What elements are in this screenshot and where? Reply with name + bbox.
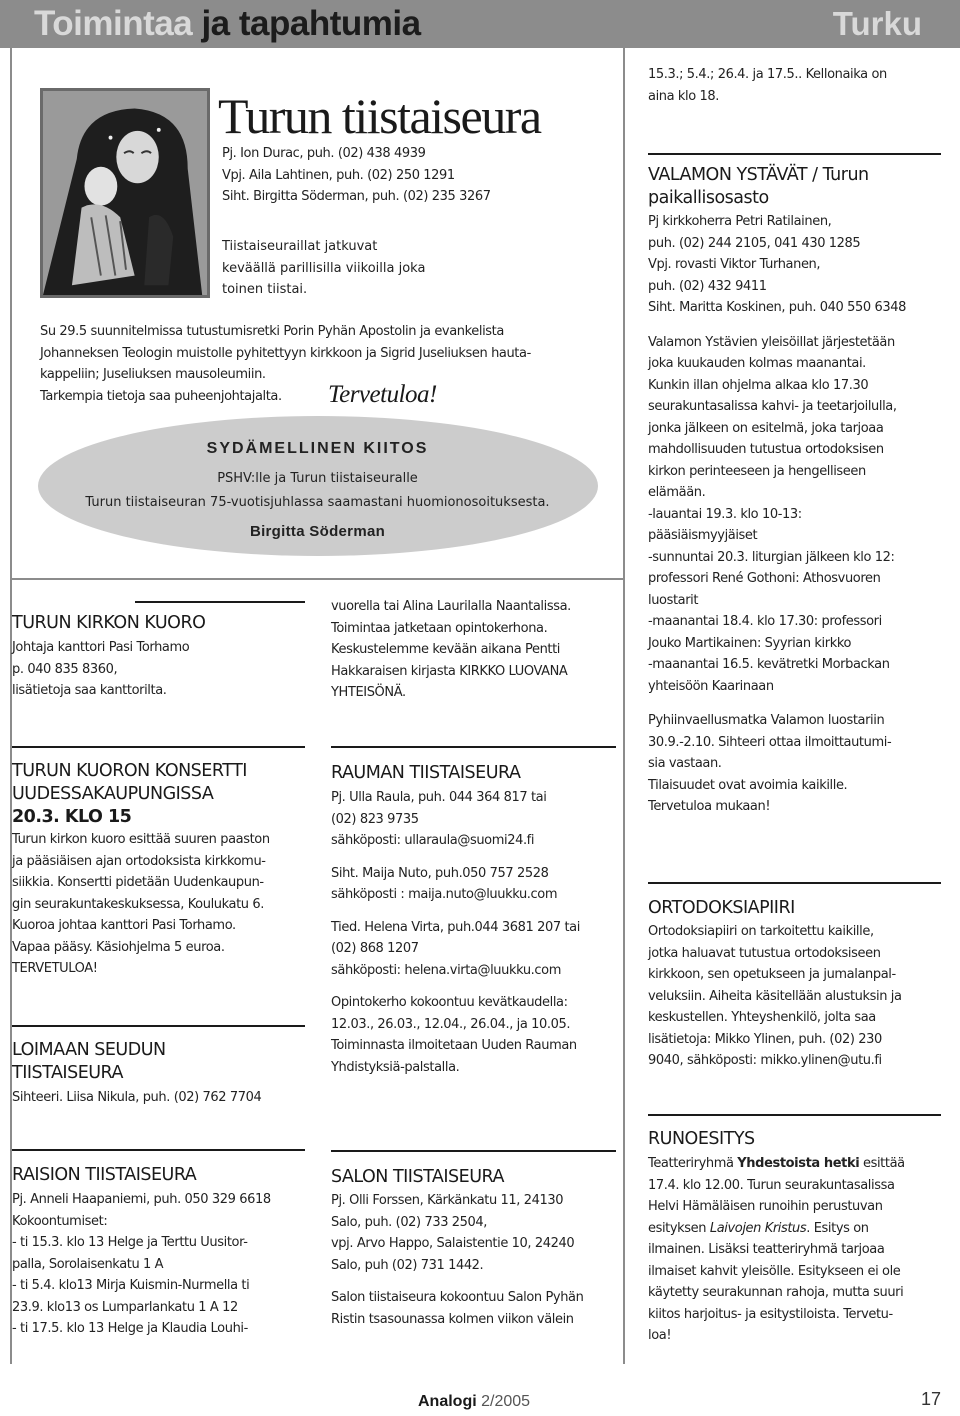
thanks-line: Turun tiistaiseuran 75-vuotisjuhlassa saamastani huomionosoituksesta. xyxy=(85,495,550,510)
choir-line: p. 040 835 8360, xyxy=(12,661,118,677)
valamo-line: kirkon perinteeseen ja hengelliseen xyxy=(648,463,866,479)
spacer xyxy=(331,1276,583,1287)
section-rule xyxy=(12,1149,305,1151)
ortodoksiapiiri-line: Ortodoksiapiiri on tarkoitettu kaikille, xyxy=(648,924,874,939)
region-label: Turku xyxy=(832,5,922,42)
raisio-line: - ti 15.3. klo 13 Helge ja Terttu Uusitor- xyxy=(12,1235,248,1250)
runoesitys-line xyxy=(648,1218,905,1240)
raisio-line: - ti 17.5. klo 13 Helge ja Klaudia Louhi- xyxy=(12,1321,248,1336)
ortodoksiapiiri-line: 9040, sähköposti: mikko.ylinen@utu.fi xyxy=(648,1053,882,1068)
concert-heading-line: UUDESSAKAUPUNGISSA xyxy=(12,784,214,804)
rauma-line: Pj. Ulla Raula, puh. 044 364 817 tai xyxy=(331,790,547,805)
valamo-line: Valamon Ystävien yleisöillat järjestetään xyxy=(648,334,895,350)
loimaa-text xyxy=(12,1087,261,1109)
salo-line: Salon tiistaiseura kokoontuu Salon Pyhän xyxy=(331,1290,584,1305)
concert-line: ja pääsiäisen ajan ortodoksista kirkkomu- xyxy=(12,853,266,869)
concert-line: Kuoroa johtaa kanttori Pasi Torhamo. xyxy=(12,918,236,933)
valamo-line: professori René Gothoni: Athosvuoren xyxy=(648,571,881,586)
rauma-line: Tied. Helena Virta, puh.044 3681 207 tai xyxy=(331,919,580,935)
rauma-line: 12.03., 26.03., 12.04., 26.04., ja 10.05. xyxy=(331,1016,571,1032)
runoesitys-line4-end: . Esitys on xyxy=(806,1220,869,1236)
valamo-line: luostarit xyxy=(648,592,699,608)
ortodoksiapiiri-line: keskustellen. Yhteyshenkilö, jolta saa xyxy=(648,1010,876,1025)
runoesitys-line: Helvi Hämäläisen runoihin perustuvan xyxy=(648,1199,883,1214)
salo-line: Salo, puh. (02) 733 2504, xyxy=(331,1214,488,1230)
ortodoksiapiiri-text xyxy=(648,921,902,1072)
right-continued-text xyxy=(648,64,887,107)
runoesitys-line: ilmainen. Lisäksi teatteriryhmä tarjoaa xyxy=(648,1242,885,1257)
concert-heading-line: TURUN KUORON KONSERTTI xyxy=(12,761,247,781)
ortodoksiapiiri-line: lisätietoja: Mikko Ylinen, puh. (02) 230 xyxy=(648,1031,882,1047)
valamo-line: elämään. xyxy=(648,485,706,500)
loimaa-heading-line: TIISTAISEURA xyxy=(12,1063,123,1083)
concert-date: 20.3. KLO 15 xyxy=(12,807,132,827)
valamo-line: jonka jälkeen on esitelmä, joka tarjoaa xyxy=(648,420,884,436)
runoesitys-line: ilmaiset kahvit yleisölle. Esitykseen ei ole xyxy=(648,1263,901,1279)
thanks-heading: SYDÄMELLINEN KIITOS xyxy=(206,440,429,457)
rauma-line: Yhdistyksiä-palstalla. xyxy=(331,1059,460,1075)
section-rule xyxy=(12,1025,305,1027)
valamo-line: Tervetuloa mukaan! xyxy=(648,799,771,814)
rauma-line: Siht. Maija Nuto, puh.050 757 2528 xyxy=(331,865,549,881)
valamo-line: Tilaisuudet ovat avoimia kaikille. xyxy=(648,777,848,793)
section-title-dark: ja tapahtumia xyxy=(201,4,421,43)
magazine-footer xyxy=(418,1393,530,1411)
right-line: aina klo 18. xyxy=(648,88,720,104)
valamo-line: seurakuntasalissa kahvi- ja teetarjoilulla, xyxy=(648,399,897,414)
raisio-line: palla, Sorolaisenkatu 1 A xyxy=(12,1256,164,1272)
spacer xyxy=(331,906,580,917)
ortodoksiapiiri-line: jotka haluavat tutustua ortodoksiseen xyxy=(648,945,881,961)
runoesitys-intro: Teatteriryhmä xyxy=(648,1156,738,1171)
rauma-line: sähköposti: ullaraula@suomi24.fi xyxy=(331,833,535,848)
spacer xyxy=(648,319,906,332)
excursion-line: Tarkempia tietoja saa puheenjohtajalta. xyxy=(40,388,282,404)
section-rule xyxy=(135,601,305,603)
runoesitys-text xyxy=(648,1153,905,1347)
contact-line: Siht. Birgitta Söderman, puh. (02) 235 3267 xyxy=(222,189,491,204)
rauma-line: (02) 823 9735 xyxy=(331,811,419,827)
mid-line: Keskustelemme kevään aikana Pentti xyxy=(331,642,561,657)
section-rule xyxy=(648,1114,941,1116)
choir-line: Johtaja kanttori Pasi Torhamo xyxy=(12,640,190,655)
valamo-text xyxy=(648,211,906,818)
salo-line: Salo, puh (02) 731 1442. xyxy=(331,1257,484,1273)
mid-line: Toimintaa jatketaan opintokerhona. xyxy=(331,620,548,636)
valamo-line: Pyhiinvaellusmatka Valamon luostariin xyxy=(648,713,885,728)
loimaa-heading xyxy=(12,1039,166,1085)
meeting-line: keväällä parillisilla viikoilla joka xyxy=(222,260,426,276)
section-rule xyxy=(648,882,941,884)
valamo-line: puh. (02) 244 2105, 041 430 1285 xyxy=(648,235,861,251)
valamo-line: 30.9.-2.10. Sihteeri ottaa ilmoittautumi- xyxy=(648,734,892,750)
salo-line: Ristin tsasounassa kolmen viikon välein xyxy=(331,1311,574,1327)
right-line: 15.3.; 5.4.; 26.4. ja 17.5.. Kellonaika on xyxy=(648,67,887,82)
page-number: 17 xyxy=(920,1389,941,1409)
runoesitys-line: kiitos harjoitus- ja esitystiloista. Tervetu- xyxy=(648,1306,893,1322)
valamo-line: Siht. Maritta Koskinen, puh. 040 550 6348 xyxy=(648,300,906,315)
excursion-line: Su 29.5 suunnitelmissa tutustumisretki Porin Pyhän Apostolin ja evankelista xyxy=(40,324,504,339)
excursion-text xyxy=(40,321,610,407)
section-rule xyxy=(331,746,616,748)
spacer xyxy=(648,697,906,710)
thanks-signature: Birgitta Söderman xyxy=(249,523,386,540)
runoesitys-line4-start: esityksen xyxy=(648,1220,710,1236)
valamo-line: yhteisöön Kaarinaan xyxy=(648,678,774,694)
rauma-text xyxy=(331,787,580,1078)
raisio-line: Kokoontumiset: xyxy=(12,1213,108,1229)
runoesitys-line xyxy=(648,1153,905,1175)
mid-line: Hakkaraisen kirjasta KIRKKO LUOVANA xyxy=(331,663,568,679)
spacer xyxy=(331,981,580,992)
raisio-line: Pj. Anneli Haapaniemi, puh. 050 329 6618 xyxy=(12,1192,271,1207)
magazine-name: Analogi xyxy=(418,1393,477,1410)
work-title: Laivojen Kristus xyxy=(709,1220,807,1236)
valamo-line: -lauantai 19.3. klo 10-13: xyxy=(648,506,802,522)
concert-line: TERVETULOA! xyxy=(12,961,98,976)
excursion-line: Johanneksen Teologin muistolle pyhitettyyn kirkkoon ja Sigrid Juseliuksen hauta- xyxy=(40,345,531,361)
valamo-heading-line: paikallisosasto xyxy=(648,188,769,208)
choir-heading: TURUN KIRKON KUORO xyxy=(12,613,206,633)
excursion-line: kappeliin; Juseliuksen mausoleumiin. xyxy=(40,367,266,382)
valamo-line: -maanantai 18.4. klo 17.30: professori xyxy=(648,614,882,629)
valamo-line: Jouko Martikainen: Syyrian kirkko xyxy=(648,635,852,651)
valamo-heading-line: VALAMON YSTÄVÄT / Turun xyxy=(648,165,869,185)
valamo-line: pääsiäismyyjäiset xyxy=(648,528,758,543)
section-rule xyxy=(648,153,941,155)
valamo-line: Kunkin illan ohjelma alkaa klo 17.30 xyxy=(648,377,869,393)
valamo-line: Pj kirkkoherra Petri Ratilainen, xyxy=(648,214,832,229)
issue-number: 2/2005 xyxy=(481,1393,531,1410)
rauma-line: Opintokerho kokoontuu kevätkaudella: xyxy=(331,995,568,1010)
concert-line: Vapaa pääsy. Käsiohjelma 5 euroa. xyxy=(12,939,225,955)
rauma-line: sähköposti : maija.nuto@luukku.com xyxy=(331,887,558,902)
rauma-line: (02) 868 1207 xyxy=(331,941,419,956)
raisio-line: 23.9. klo13 os Lumparlankatu 1 A 12 xyxy=(12,1299,238,1315)
mid-line: vuorella tai Alina Laurilalla Naantalissa. xyxy=(331,599,571,614)
rauma-heading: RAUMAN TIISTAISEURA xyxy=(331,763,521,783)
mid-continued-text xyxy=(331,596,571,704)
raisio-text xyxy=(12,1189,271,1340)
concert-line: Turun kirkon kuoro esittää suuren paaston xyxy=(12,832,270,847)
loimaa-line: Sihteeri. Liisa Nikula, puh. (02) 762 7704 xyxy=(12,1090,262,1105)
section-rule xyxy=(12,746,305,748)
concert-heading xyxy=(12,760,247,829)
runoesitys-heading: RUNOESITYS xyxy=(648,1129,755,1149)
section-title-light: Toimintaa xyxy=(34,4,193,43)
thanks-line: PSHV:lle ja Turun tiistaiseuralle xyxy=(217,471,418,486)
concert-text xyxy=(12,829,270,980)
welcome-text: Tervetuloa! xyxy=(328,381,437,408)
salo-heading: SALON TIISTAISEURA xyxy=(331,1167,504,1187)
icon-image xyxy=(40,88,210,298)
valamo-line: sia vastaan. xyxy=(648,756,722,771)
ortodoksiapiiri-line: kirkkoon, sen opetukseen ja jumalanpal- xyxy=(648,967,896,982)
ortodoksiapiiri-heading: ORTODOKSIAPIIRI xyxy=(648,898,795,918)
salo-line: Pj. Olli Forssen, Kärkänkatu 11, 24130 xyxy=(331,1193,564,1208)
meeting-line: Tiistaiseuraillat jatkuvat xyxy=(222,239,378,254)
valamo-line: -maanantai 16.5. kevätretki Morbackan xyxy=(648,657,890,672)
salo-line: vpj. Arvo Happo, Salaistentie 10, 24240 xyxy=(331,1236,575,1251)
valamo-line: puh. (02) 432 9411 xyxy=(648,278,767,294)
meeting-line: toinen tiistai. xyxy=(222,282,308,297)
runoesitys-line: käytetty seurakunnan rahoja, mutta suuri xyxy=(648,1285,904,1300)
salo-text xyxy=(331,1190,583,1330)
concert-line: gin seurakuntakeskuksessa, Koulukatu 6. xyxy=(12,896,264,912)
concert-line: siikkia. Konsertti pidetään Uudenkaupun- xyxy=(12,875,264,890)
raisio-line: - ti 5.4. klo13 Mirja Kuismin-Nurmella ti xyxy=(12,1278,250,1293)
contact-line: Pj. Ion Durac, puh. (02) 438 4939 xyxy=(222,146,426,161)
rauma-line: sähköposti: helena.virta@luukku.com xyxy=(331,962,561,978)
valamo-heading xyxy=(648,164,869,210)
rauma-line: Toiminnasta ilmoitetaan Uuden Rauman xyxy=(331,1038,577,1053)
raisio-heading: RAISION TIISTAISEURA xyxy=(12,1165,197,1185)
mid-line: YHTEISÖNÄ. xyxy=(331,685,406,700)
loimaa-heading-line: LOIMAAN SEUDUN xyxy=(12,1040,166,1060)
choir-text xyxy=(12,637,189,702)
runoesitys-line: 17.4. klo 12.00. Turun seurakuntasalissa xyxy=(648,1177,895,1193)
feature-contacts xyxy=(222,143,602,208)
valamo-line: Vpj. rovasti Viktor Turhanen, xyxy=(648,257,821,272)
meeting-note xyxy=(222,236,522,301)
contact-line: Vpj. Aila Lahtinen, puh. (02) 250 1291 xyxy=(222,167,455,183)
theatre-group-name: Yhdestoista hetki xyxy=(737,1156,860,1171)
section-rule xyxy=(331,1150,616,1152)
section-title xyxy=(34,3,421,45)
runoesitys-intro-end: esittää xyxy=(859,1156,905,1171)
feature-title: Turun tiistaiseura xyxy=(218,88,541,144)
runoesitys-line: loa! xyxy=(648,1328,672,1343)
theotokos-icon xyxy=(43,91,207,295)
choir-line: lisätietoja saa kanttorilta. xyxy=(12,683,167,698)
valamo-line: joka kuukauden kolmas maanantai. xyxy=(648,356,866,371)
spacer xyxy=(331,852,580,863)
valamo-line: mahdollisuuden tutustua ortodoksisen xyxy=(648,442,884,457)
ortodoksiapiiri-line: veluksiin. Aiheita käsitellään alustuksin ja xyxy=(648,988,902,1004)
valamo-line: -sunnuntai 20.3. liturgian jälkeen klo 12: xyxy=(648,549,895,565)
